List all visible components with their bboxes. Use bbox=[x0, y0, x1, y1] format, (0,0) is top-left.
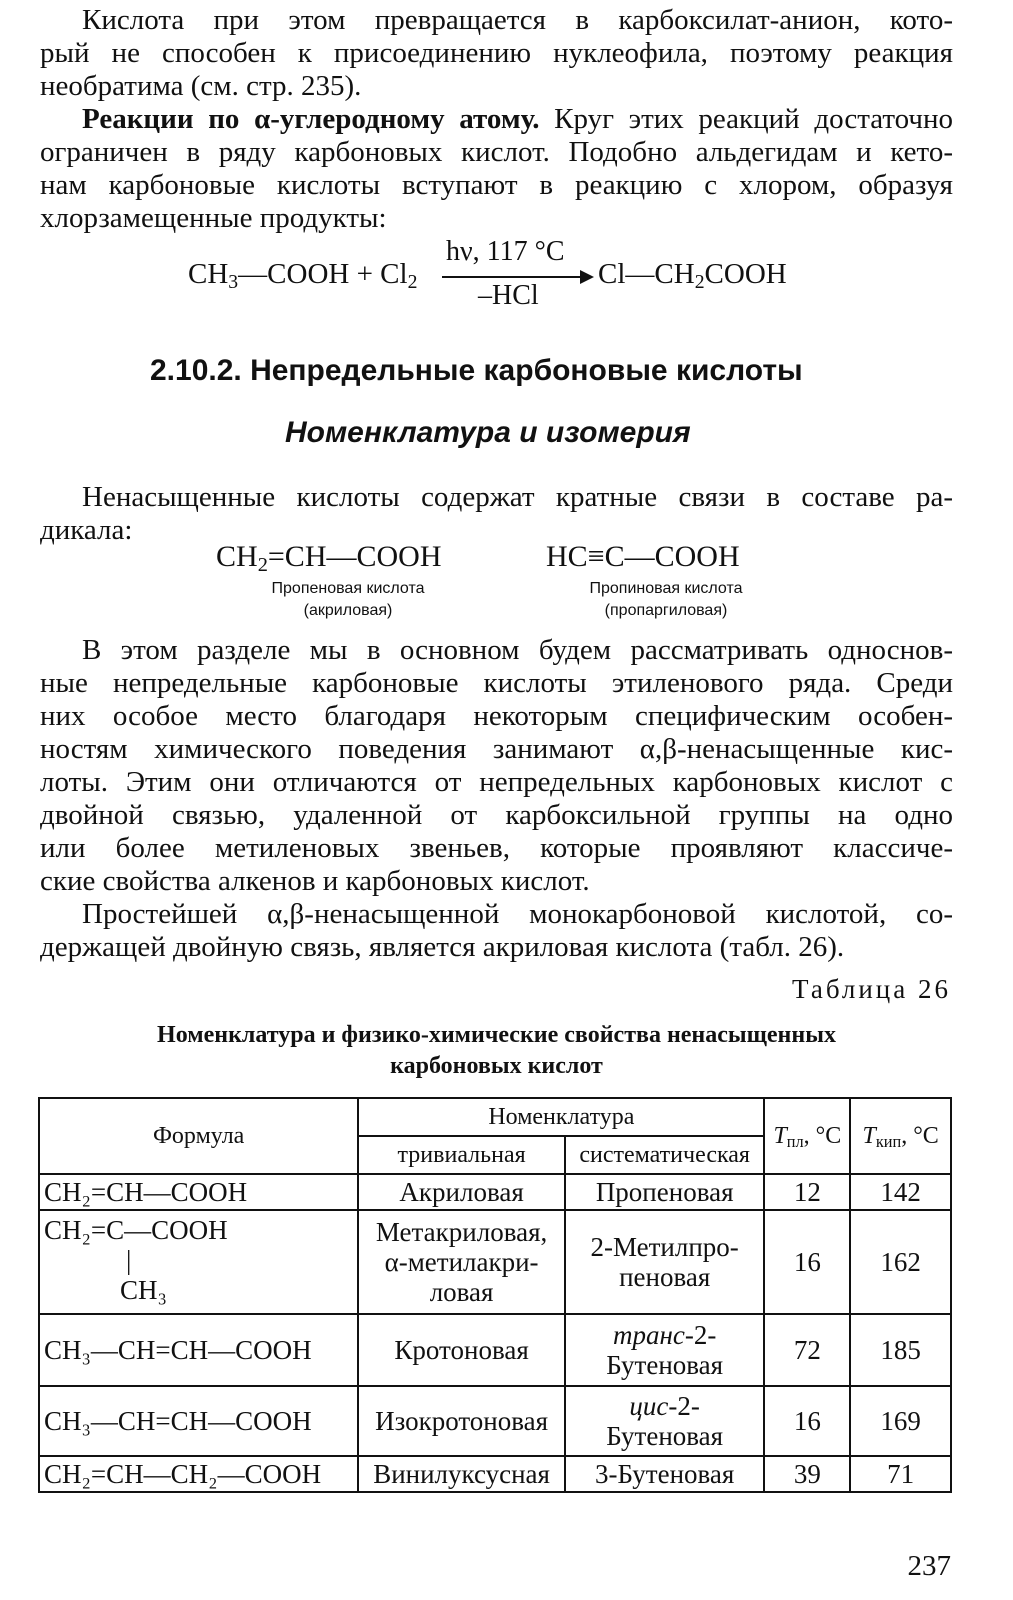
text-line: В этом разделе мы в основном будем рассматривать односнов- bbox=[82, 634, 953, 666]
caption-name: Пропиновая кислота bbox=[589, 580, 743, 597]
cell-tb: 142 bbox=[850, 1174, 951, 1210]
unsat-intro-paragraph bbox=[40, 481, 953, 547]
table-row bbox=[39, 1174, 951, 1210]
cell-systematic: 3-Бутеновая bbox=[565, 1456, 765, 1492]
reaction-condition-below bbox=[478, 280, 539, 312]
cell-tb: 169 bbox=[850, 1386, 951, 1456]
caption-alt: (акриловая) bbox=[303, 602, 393, 619]
text-line: ные непредельные карбоновые кислоты этиленового ряда. Среди bbox=[40, 667, 953, 699]
text-line: двойной связью, удаленной от карбоксильной группы на одно bbox=[40, 799, 953, 831]
subscript: 2 bbox=[407, 270, 418, 293]
subscript: 3 bbox=[228, 270, 239, 293]
header-boiling-point: $T_{кип}$, °C bbox=[850, 1098, 951, 1174]
example-formula-propenoic bbox=[216, 540, 442, 577]
table-row bbox=[39, 1210, 951, 1314]
text-line: дикала: bbox=[40, 514, 133, 546]
cell-tm: 16 bbox=[764, 1210, 850, 1314]
reaction-arrow bbox=[442, 276, 590, 278]
cell-trivial: Акриловая bbox=[358, 1174, 565, 1210]
table-title-line: Номенклатура и физико-химические свойства ненасыщенных bbox=[157, 1022, 836, 1048]
table-title bbox=[40, 1020, 953, 1082]
product: Cl—CH bbox=[598, 258, 695, 290]
arrow-head-icon bbox=[580, 270, 594, 284]
cell-trivial: Изокротоновая bbox=[358, 1386, 565, 1456]
table-row bbox=[39, 1314, 951, 1386]
cell-trivial: Винилуксусная bbox=[358, 1456, 565, 1492]
formula-part: =CH—COOH bbox=[267, 540, 442, 573]
reaction-product bbox=[598, 258, 787, 291]
paragraph-main bbox=[40, 634, 953, 898]
text-line: рый не способен к присоединению нуклеофила, поэтому реакция bbox=[40, 37, 953, 69]
text-line: ностям химического поведения занимают α,β-ненасыщенные кис- bbox=[40, 733, 953, 765]
header-nomenclature: Номенклатура bbox=[358, 1098, 764, 1136]
page-number: 237 bbox=[907, 1550, 951, 1582]
cell-trivial: Метакриловая, α-метилакри- ловая bbox=[358, 1210, 565, 1314]
text-line bbox=[40, 103, 953, 136]
cell-systematic: транс-2- Бутеновая bbox=[565, 1314, 765, 1386]
caption-name: Пропеновая кислота bbox=[271, 580, 425, 597]
cell-tm: 12 bbox=[764, 1174, 850, 1210]
example-caption-propynoic bbox=[548, 578, 784, 622]
table-row bbox=[39, 1456, 951, 1492]
subscript: 2 bbox=[257, 554, 268, 577]
product: COOH bbox=[704, 258, 787, 290]
alpha-paragraph bbox=[40, 103, 953, 235]
cell-tm: 16 bbox=[764, 1386, 850, 1456]
example-formula-propynoic bbox=[546, 540, 740, 574]
table-title-line: карбоновых кислот bbox=[390, 1053, 603, 1079]
text-line: необратима (см. стр. 235). bbox=[40, 70, 362, 102]
table-label: Таблица 26 bbox=[792, 974, 951, 1004]
condition-text: hν, 117 °C bbox=[446, 236, 565, 267]
bold-lead: Реакции по α-углеродному атому. bbox=[82, 103, 540, 135]
text-line: них особое место благодаря некоторым специфическим особен- bbox=[40, 700, 953, 732]
text-line: ские свойства алкенов и карбоновых кислот. bbox=[40, 865, 590, 897]
subsection-title: Номенклатура и изомерия bbox=[285, 416, 691, 449]
table-row bbox=[39, 1386, 951, 1456]
formula-part: HC≡C—COOH bbox=[546, 540, 740, 573]
cell-tb: 162 bbox=[850, 1210, 951, 1314]
text-line: Простейшей α,β-ненасыщенной монокарбоновой кислотой, со- bbox=[82, 898, 953, 930]
text-line: хлорзамещенные продукты: bbox=[40, 202, 387, 234]
text-line: нам карбоновые кислоты вступают в реакцию с хлором, образуя bbox=[40, 169, 953, 201]
reaction-equation bbox=[188, 258, 417, 291]
caption-alt: (пропаргиловая) bbox=[604, 602, 728, 619]
cell-systematic: цис-2- Бутеновая bbox=[565, 1386, 765, 1456]
cell-formula: CH₂=CH—COOH bbox=[39, 1174, 358, 1210]
reactant: CH bbox=[188, 258, 229, 290]
reaction-condition-above bbox=[446, 236, 565, 268]
cell-formula: CH₃—CH=CH—COOH bbox=[39, 1314, 358, 1386]
cell-trivial: Кротоновая bbox=[358, 1314, 565, 1386]
cell-tm: 39 bbox=[764, 1456, 850, 1492]
cell-systematic: Пропеновая bbox=[565, 1174, 765, 1210]
cell-formula: CH₂=CH—CH₂—COOH bbox=[39, 1456, 358, 1492]
cell-tb: 185 bbox=[850, 1314, 951, 1386]
cell-systematic: 2-Метилпро- пеновая bbox=[565, 1210, 765, 1314]
section-title: 2.10.2. Непредельные карбоновые кислоты bbox=[150, 354, 803, 387]
text-line: Ненасыщенные кислоты содержат кратные связи в составе ра- bbox=[82, 481, 953, 513]
cell-tb: 71 bbox=[850, 1456, 951, 1492]
text-line: или более метиленовых звеньев, которые проявляют классиче- bbox=[40, 832, 953, 864]
condition-text: –HCl bbox=[478, 280, 539, 311]
text-line: лоты. Этим они отличаются от непредельных карбоновых кислот с bbox=[40, 766, 953, 798]
cell-formula: CH₂=C—COOH | CH₃ bbox=[39, 1210, 358, 1314]
intro-paragraph bbox=[40, 4, 953, 103]
paragraph-acrylic bbox=[40, 898, 953, 964]
cell-tm: 72 bbox=[764, 1314, 850, 1386]
text-line: Кислота при этом превращается в карбоксилат-анион, кото- bbox=[82, 4, 953, 36]
text-fragment: Круг этих реакций достаточно bbox=[539, 103, 953, 135]
text-line: ограничен в ряду карбоновых кислот. Подобно альдегидам и кето- bbox=[40, 136, 953, 168]
text-line: держащей двойную связь, является акриловая кислота (табл. 26). bbox=[40, 931, 845, 963]
example-caption-propenoic bbox=[230, 578, 466, 622]
header-systematic: систематическая bbox=[565, 1136, 765, 1174]
properties-table bbox=[38, 1097, 952, 1493]
header-melting-point: $T_{пл}$, °C bbox=[764, 1098, 850, 1174]
reactant: —COOH + Cl bbox=[238, 258, 408, 290]
cell-formula: CH₃—CH=CH—COOH bbox=[39, 1386, 358, 1456]
formula-part: CH bbox=[216, 540, 258, 573]
header-trivial: тривиальная bbox=[358, 1136, 565, 1174]
header-formula: Формула bbox=[39, 1098, 358, 1174]
subscript: 2 bbox=[694, 270, 705, 293]
